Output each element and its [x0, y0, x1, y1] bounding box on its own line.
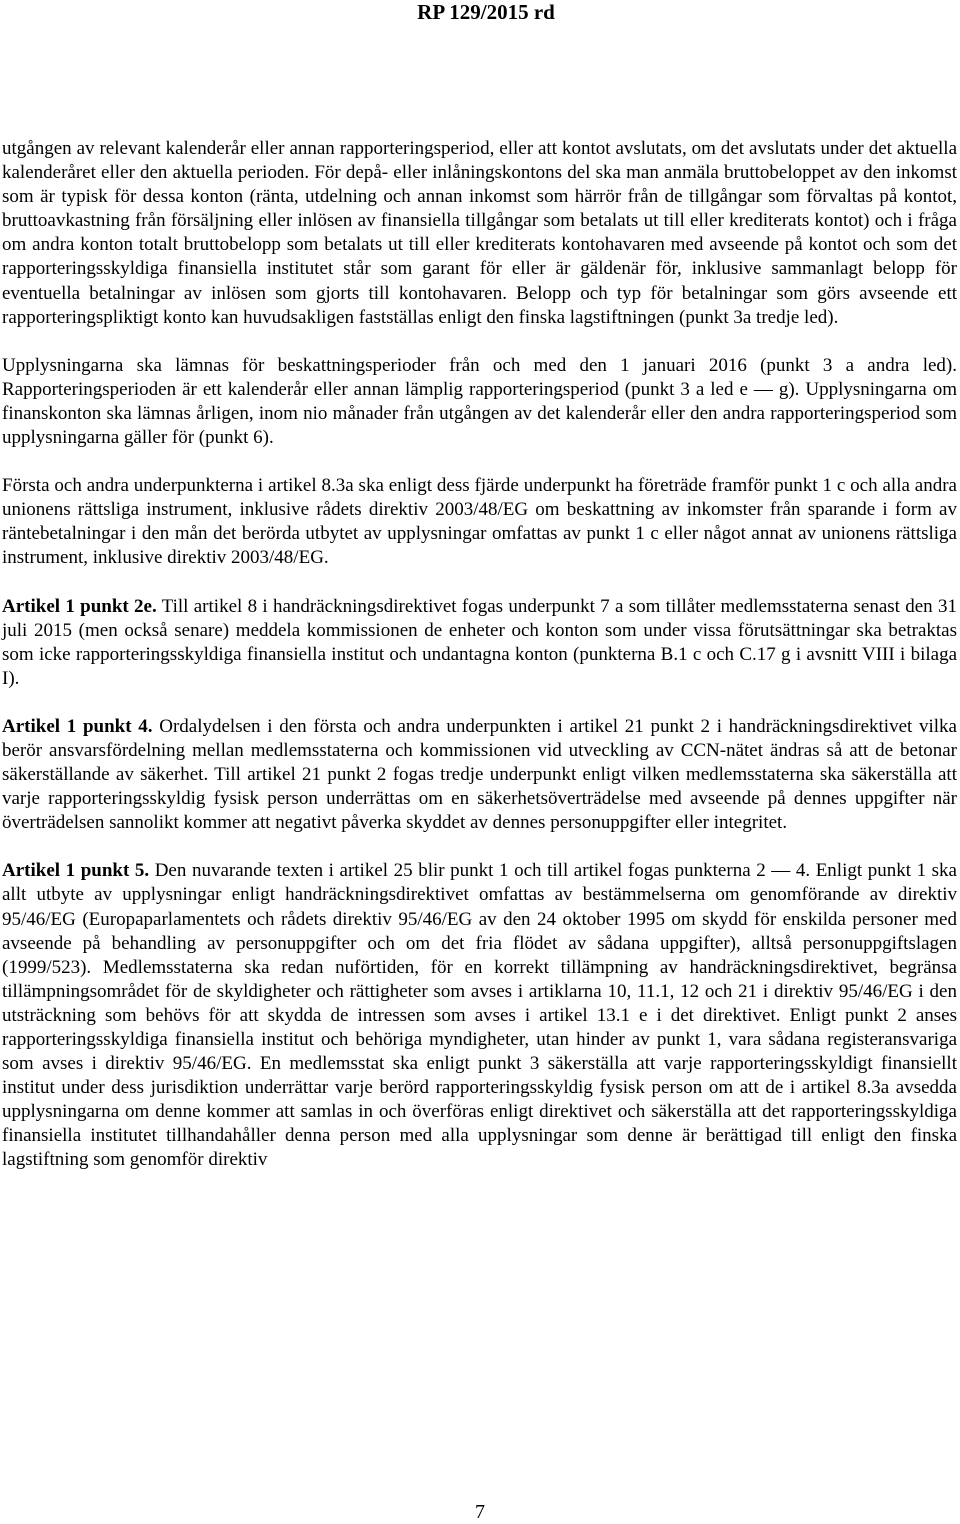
paragraph-reporting-period [2, 354, 957, 450]
paragraph-article-1-point-4 [2, 715, 957, 835]
paragraph-lead: Artikel 1 punkt 5. [2, 860, 150, 882]
paragraph-article-1-point-2e [2, 595, 957, 691]
document-id-header: RP 129/2015 rd [417, 0, 555, 24]
page-number: 7 [475, 1501, 485, 1523]
paragraph-text: Ordalydelsen i den första och andra underpunkten i artikel 21 punkt 2 i handräckningsdirektivet vilka berör ansvarsfördelning mellan medlemsstaterna och kommissionen vid utveckling av CCN-nätet ändras så att de betonar säkerställande av säkerhet. Till artikel 21 punkt 2 fogas tredje underpunkt enligt vilken medlemsstaterna ska säkerställa att varje rapporteringsskyldig fysisk person underrättas om en säkerhetsöverträdelse med avseende på dennes uppgifter när överträdelsen sannolikt kommer att negativt påverka skyddet av dennes personuppgifter eller integritet. [2, 715, 957, 834]
paragraph-article-1-point-5 [2, 859, 957, 1172]
paragraph-text: Upplysningarna ska lämnas för beskattningsperioder från och med den 1 januari 2016 (punkt 3 a andra led). Rapporteringsperioden är ett kalenderår eller annan lämplig rapporteringsperiod (punkt 3 a led e — g). Upplysningarna om finanskonton ska lämnas årligen, inom nio månader från utgången av det kalenderår eller den andra rapporteringsperiod som upplysningarna gäller för (punkt 6). [2, 354, 957, 449]
paragraph-account-reporting [2, 137, 957, 330]
body-text [2, 137, 957, 1173]
paragraph-text: utgången av relevant kalenderår eller annan rapporteringsperiod, eller att kontot avslutats, om det avslutats under det aktuella kalenderåret eller den aktuella perioden. För depå- eller inlåningskontons del ska man anmäla bruttobeloppet av den inkomst som är typisk för dessa konton (ränta, utdelning och annan inkomst som härrör från de tillgångar som förvaltas på kontot, bruttoavkastning från försäljning eller inlösen av finansiella tillgångar som betalats ut till eller krediterats kontot) och i fråga om andra konton totalt bruttobelopp som betalats ut till eller krediterats kontohavaren med avseende på kontot och som det rapporteringsskyldiga finansiella institutet står som garant för eller är gäldenär för, inklusive sammanlagt belopp för eventuella betalningar av inlösen som gjorts till kontohavaren. Belopp och typ för betalningar som görs avseende ett rapporteringspliktigt konto kan huvudsakligen fastställas enligt den finska lagstiftningen (punkt 3a tredje led). [2, 138, 957, 328]
paragraph-precedence [2, 474, 957, 570]
paragraph-lead: Artikel 1 punkt 4. [2, 715, 153, 737]
paragraph-text: Till artikel 8 i handräckningsdirektivet fogas underpunkt 7 a som tillåter medlemsstaterna senast den 31 juli 2015 (men också senare) meddela kommissionen de enheter och konton som under vissa förutsättningar ska betraktas som icke rapporteringsskyldiga finansiella institut och undantagna konton (punkterna B.1 c och C.17 g i avsnitt VIII i bilaga I). [2, 595, 957, 689]
paragraph-lead: Artikel 1 punkt 2e. [2, 595, 157, 617]
paragraph-text: Den nuvarande texten i artikel 25 blir punkt 1 och till artikel fogas punkterna 2 — 4. Enligt punkt 1 ska allt utbyte av upplysningar enligt handräckningsdirektivet omfattas av bestämmelserna om genomförande av direktiv 95/46/EG (Europaparlamentets och rådets direktiv 95/46/EG av den 24 oktober 1995 om skydd för enskilda personer med avseende på behandling av personuppgifter och om det fria flödet av sådana uppgifter), alltså personuppgiftslagen (1999/523). Medlemsstaterna ska redan nuförtiden, för en korrekt tillämpning av handräckningsdirektivet, begränsa tillämpningsområdet för de skyldigheter och rättigheter som avses i artiklarna 10, 11.1, 12 och 21 i direktiv 95/46/EG i den utsträckning som behövs för att skydda de intressen som avses i artikel 13.1 e i det direktivet. Enligt punkt 2 anses rapporteringsskyldiga finansiella institut och behöriga myndigheter, utan hinder av punkt 1, vara sådana registeransvariga som avses i direktiv 95/46/EG. En medlemsstat ska enligt punkt 3 säkerställa att varje rapporteringsskyldigt finansiellt institut under dess jurisdiktion underrättar varje berörd rapporteringsskyldig fysisk person om att de i artikel 8.3a avsedda upplysningarna om denne kommer att samlas in och överföras enligt direktivet och säkerställa att det rapporteringsskyldiga finansiella institutet tillhandahåller denna person med alla upplysningar som denne är berättigad till enligt den finska lagstiftning som genomför direktiv [2, 860, 957, 1171]
paragraph-text: Första och andra underpunkterna i artikel 8.3a ska enligt dess fjärde underpunkt ha företräde framför punkt 1 c och alla andra unionens rättsliga instrument, inklusive rådets direktiv 2003/48/EG om beskattning av inkomster från sparande i form av räntebetalningar i den mån det berörda utbytet av upplysningar omfattas av punkt 1 c eller något annat av unionens rättsliga instrument, inklusive direktiv 2003/48/EG. [2, 475, 957, 569]
